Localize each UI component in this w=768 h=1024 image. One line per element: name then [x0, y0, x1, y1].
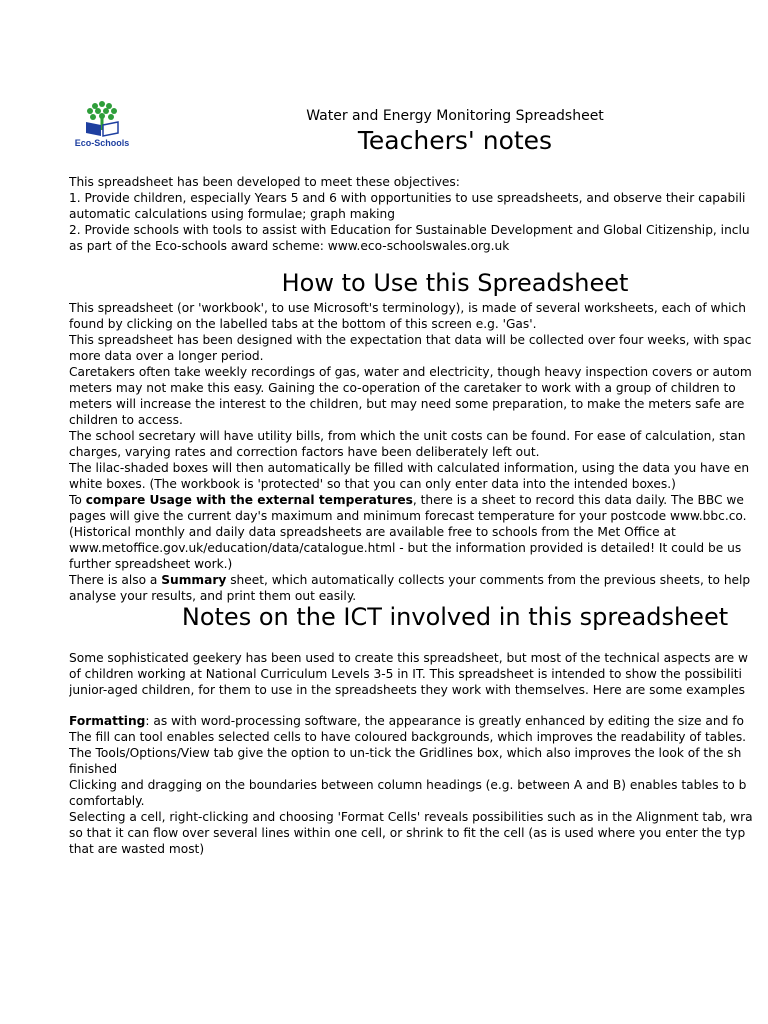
body-line: meters may not make this easy. Gaining the co-operation of the caretaker to work with a group of children to	[69, 381, 736, 395]
intro-line: automatic calculations using formulae; graph making	[69, 207, 395, 221]
body-line: analyse your results, and print them out easily.	[69, 589, 357, 603]
section-heading-how-to-use: How to Use this Spreadsheet	[281, 269, 629, 297]
body-text: To	[69, 493, 86, 507]
body-line: This spreadsheet (or 'workbook', to use Microsoft's terminology), is made of several worksheets, each of which	[69, 301, 746, 315]
document-subtitle: Water and Energy Monitoring Spreadsheet	[306, 108, 604, 124]
logo-label: Eco-Schools	[74, 138, 130, 148]
body-line: comfortably.	[69, 794, 145, 808]
body-line: www.metoffice.gov.uk/education/data/catalogue.html - but the information provided is detailed! It could be us	[69, 541, 742, 555]
body-line: Clicking and dragging on the boundaries between column headings (e.g. between A and B) enables tables to b	[69, 778, 747, 792]
body-line: Caretakers often take weekly recordings of gas, water and electricity, though heavy inspection covers or autom	[69, 365, 752, 379]
body-text: sheet, which automatically collects your comments from the previous sheets, to help	[226, 573, 751, 587]
body-line: found by clicking on the labelled tabs at the bottom of this screen e.g. 'Gas'.	[69, 317, 537, 331]
bold-phrase: Formatting	[69, 714, 146, 728]
body-line: of children working at National Curriculum Levels 3-5 in IT. This spreadsheet is intended to show the possibiliti	[69, 667, 742, 681]
body-line: finished	[69, 762, 118, 776]
body-line: more data over a longer period.	[69, 349, 264, 363]
intro-line: 2. Provide schools with tools to assist with Education for Sustainable Development and Global Citizenship, inclu	[69, 223, 750, 237]
body-line: The fill can tool enables selected cells to have coloured backgrounds, which improves the readability of tables.	[69, 730, 747, 744]
body-line: This spreadsheet has been designed with the expectation that data will be collected over four weeks, with spac	[69, 333, 752, 347]
body-line: Some sophisticated geekery has been used to create this spreadsheet, but most of the technical aspects are w	[69, 651, 748, 665]
body-line: The lilac-shaded boxes will then automatically be filled with calculated information, using the data you have en	[69, 461, 750, 475]
body-line: Selecting a cell, right-clicking and choosing 'Format Cells' reveals possibilities such as in the Alignment tab, wra	[69, 810, 753, 824]
ict-notes-intro	[69, 650, 768, 698]
body-line: meters will increase the interest to the children, but may need some preparation, to make the meters safe are	[69, 397, 745, 411]
body-line: further spreadsheet work.)	[69, 557, 233, 571]
bold-phrase: Summary	[161, 573, 227, 587]
body-line: (Historical monthly and daily data spreadsheets are available free to schools from the Met Office at	[69, 525, 676, 539]
bold-phrase: compare Usage with the external temperatures	[85, 493, 413, 507]
body-line: The Tools/Options/View tab give the option to un-tick the Gridlines box, which also improves the look of the sh	[69, 746, 742, 760]
section-heading-ict-notes: Notes on the ICT involved in this spreadsheet	[181, 603, 729, 631]
body-line: that are wasted most)	[69, 842, 205, 856]
body-line	[69, 572, 768, 588]
ict-notes-body	[69, 713, 768, 857]
intro-line: as part of the Eco-schools award scheme: www.eco-schoolswales.org.uk	[69, 239, 510, 253]
intro-line: 1. Provide children, especially Years 5 and 6 with opportunities to use spreadsheets, and observe their capabili	[69, 191, 746, 205]
body-text: : as with word-processing software, the appearance is greatly enhanced by editing the size and fo	[145, 714, 744, 728]
body-text: There is also a	[69, 573, 162, 587]
body-line: pages will give the current day's maximum and minimum forecast temperature for your postcode www.bbc.co.	[69, 509, 747, 523]
body-line: The school secretary will have utility bills, from which the unit costs can be found. For ease of calculation, stan	[69, 429, 746, 443]
page-title: Teachers' notes	[357, 126, 553, 155]
how-to-use-body	[69, 300, 768, 604]
body-text: , there is a sheet to record this data daily. The BBC we	[412, 493, 744, 507]
intro-line: This spreadsheet has been developed to meet these objectives:	[69, 175, 460, 189]
body-line: white boxes. (The workbook is 'protected' so that you can only enter data into the intended boxes.)	[69, 477, 676, 491]
body-line: charges, varying rates and correction factors have been deliberately left out.	[69, 445, 540, 459]
body-line	[69, 492, 768, 508]
intro-paragraph	[69, 174, 768, 254]
body-line: so that it can flow over several lines within one cell, or shrink to fit the cell (as is used where you enter the typ	[69, 826, 746, 840]
body-line	[69, 713, 768, 729]
body-line: children to access.	[69, 413, 183, 427]
body-line: junior-aged children, for them to use in the spreadsheets they work with themselves. Here are some examples	[69, 683, 745, 697]
